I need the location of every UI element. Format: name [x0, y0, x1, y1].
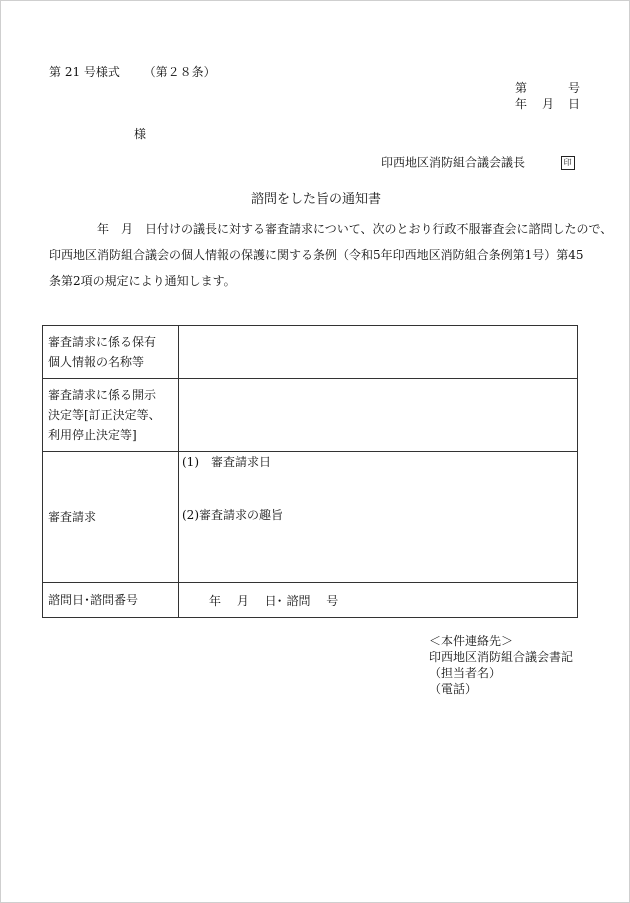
body-line-1: 年 月 日付けの議長に対する審査請求について、次のとおり行政不服審査会に諮問したので、 — [97, 222, 613, 236]
date-month: 月 — [542, 97, 555, 111]
seal-mark: 印 — [561, 156, 575, 170]
body-line-2: 印西地区消防組合議会の個人情報の保護に関する条例（令和5年印西地区消防組合条例第1号）第45 — [49, 248, 584, 262]
row-label-inquiry-date: 諮問日･諮問番号 — [43, 583, 179, 618]
date-day: 日 — [568, 97, 581, 111]
table-row — [43, 452, 578, 583]
contact-heading: ＜本件連絡先＞ — [429, 634, 514, 648]
table-row — [43, 379, 578, 452]
body-line-3: 条第2項の規定により通知します。 — [49, 274, 236, 288]
row-label-personal-info — [43, 326, 179, 379]
request-date-item: (1) 審査請求日 — [182, 455, 271, 469]
addressee-suffix: 様 — [134, 127, 147, 141]
article-reference: （第２８条） — [143, 65, 216, 79]
request-purpose-item: (2)審査請求の趣旨 — [182, 508, 283, 522]
sender-line — [381, 156, 575, 170]
document-title: 諮問をした旨の通知書 — [251, 192, 382, 207]
label-line: 決定等[訂正決定等、 — [48, 408, 161, 422]
label-line: 審査請求に係る保有 — [48, 335, 157, 349]
doc-number-label: 第 — [515, 81, 528, 95]
table-row — [43, 583, 578, 618]
contact-office: 印西地区消防組合議会書記 — [429, 650, 574, 664]
body-paragraph — [49, 216, 613, 294]
label-line: 個人情報の名称等 — [48, 355, 145, 369]
disclosure-decision-value-cell[interactable] — [179, 379, 578, 452]
form-number-text: 第 21 号様式 — [49, 65, 120, 79]
table-row — [43, 326, 578, 379]
inquiry-table — [42, 325, 578, 618]
row-label-disclosure-decision — [43, 379, 179, 452]
contact-phone: （電話） — [429, 682, 478, 696]
request-value-cell[interactable] — [179, 452, 578, 583]
doc-number-suffix: 号 — [568, 81, 581, 95]
contact-block — [429, 633, 573, 697]
inquiry-date-value[interactable]: 年 月 日･ 諮問 号 — [179, 583, 578, 618]
form-number — [49, 66, 216, 78]
sender-name: 印西地区消防組合議会議長 — [381, 155, 526, 170]
personal-info-value-cell[interactable] — [179, 326, 578, 379]
label-line: 利用停止決定等] — [48, 428, 137, 442]
row-label-request: 審査請求 — [43, 452, 179, 583]
contact-person: （担当者名） — [429, 666, 502, 680]
label-line: 審査請求に係る開示 — [48, 388, 157, 402]
date-year: 年 — [515, 97, 528, 111]
